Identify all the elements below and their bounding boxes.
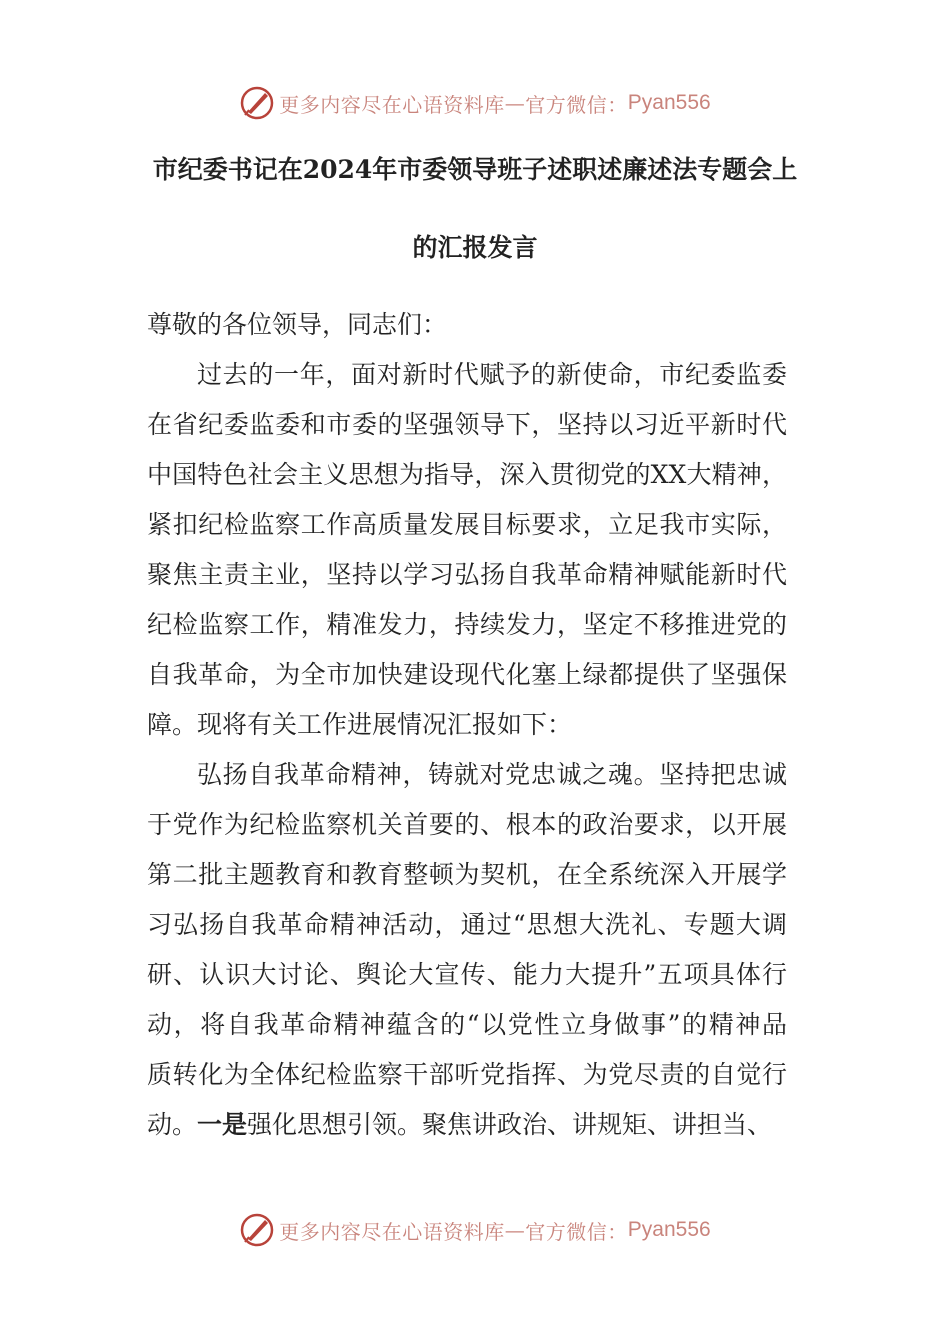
watermark-label: 官方微信： [525,92,628,117]
paragraph-2-line: 习弘扬自我革命精神活动，通过“思想大洗礼、专题大调 [147,910,787,939]
paragraph-2-line: 于党作为纪检监察机关首要的、根本的政治要求，以开展 [147,810,787,839]
paragraph-2-line: 第二批主题教育和教育整顿为契机，在全系统深入开展学 [147,860,787,889]
paragraph-2-line: 研、认识大讨论、舆论大宣传、能力大提升”五项具体行 [147,960,787,989]
paragraph-2-last-line [147,1105,787,1141]
paragraph-1-line: 障。现将有关工作进展情况汇报如下： [147,710,573,739]
paragraph-2-line: 质转化为全体纪检监察干部听党指挥、为党尽责的自觉行 [147,1060,787,1089]
watermark-separator: — [504,1218,526,1242]
watermark-text: 更多内容尽在心语资料库 [279,92,505,117]
paragraph-2-line: 弘扬自我革命精神，铸就对党忠诚之魂。坚持把忠诚 [197,760,787,789]
watermark-header [0,83,950,123]
watermark-id: Pyan556 [627,91,711,114]
salutation: 尊敬的各位领导，同志们： [147,310,448,339]
paragraph-1-line: 紧扣纪检监察工作高质量发展目标要求，立足我市实际， [147,510,787,539]
paragraph-1-line: 中国特色社会主义思想为指导，深入贯彻党的XX大精神， [147,460,787,489]
watermark-footer [0,1210,950,1250]
paragraph-2-line: 动，将自我革命精神蕴含的“以党性立身做事”的精神品 [147,1010,787,1039]
watermark-label: 官方微信： [525,1219,628,1244]
watermark-text: 更多内容尽在心语资料库 [279,1219,505,1244]
document-title-line-1: 市纪委书记在2024年市委领导班子述职述廉述法专题会上 [152,155,798,184]
watermark-id: Pyan556 [627,1218,711,1241]
line-prefix: 动。 [147,1110,198,1139]
paragraph-1-line: 纪检监察工作，精准发力，持续发力，坚定不移推进党的 [147,610,787,639]
paragraph-1-line: 自我革命，为全市加快建设现代化塞上绿都提供了坚强保 [147,660,787,689]
paragraph-1-line: 在省纪委监委和市委的坚强领导下，坚持以习近平新时代 [147,410,787,439]
quill-pen-logo-icon [239,85,275,121]
quill-pen-logo-icon [239,1212,275,1248]
watermark-separator: — [504,91,526,115]
document-title-line-2: 的汇报发言 [412,233,538,262]
bold-marker: 一是 [197,1110,248,1139]
paragraph-1-line: 过去的一年，面对新时代赋予的新使命，市纪委监委 [197,360,787,389]
paragraph-1-line: 聚焦主责主业，坚持以学习弘扬自我革命精神赋能新时代 [147,560,787,589]
line-rest: 强化思想引领。聚焦讲政治、讲规矩、讲担当、 [247,1110,773,1139]
